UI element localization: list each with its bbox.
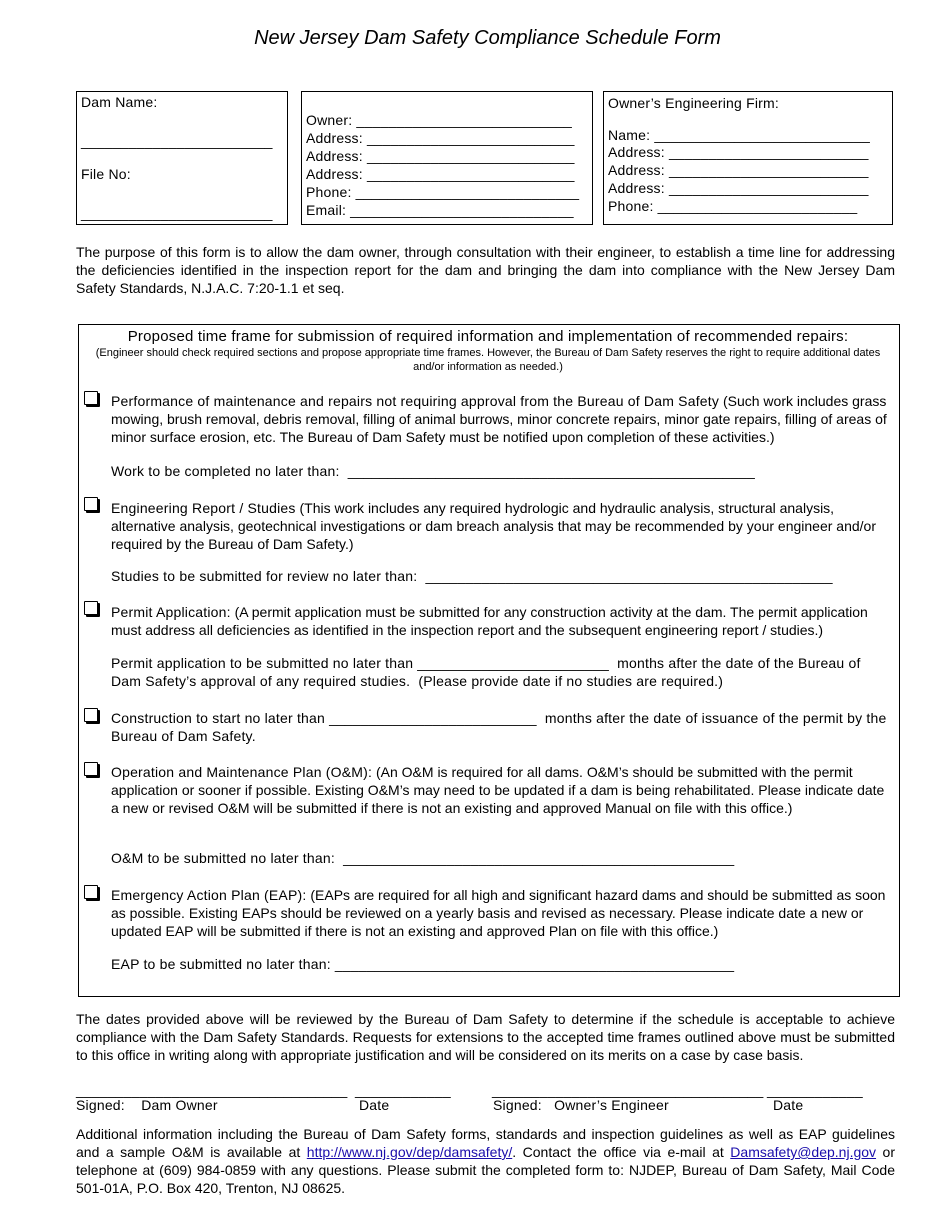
firm-address-field-1[interactable]: Address: _________________________	[608, 144, 869, 160]
engineering-report-heading: Engineering Report / Studies	[111, 500, 296, 516]
firm-address-field-3[interactable]: Address: _________________________	[608, 180, 869, 196]
permit-application-checkbox[interactable]	[84, 601, 98, 615]
footer-paragraph	[76, 1125, 895, 1197]
owner-address-field-1[interactable]: Address: __________________________	[306, 130, 575, 146]
owner-field[interactable]: Owner: ___________________________	[306, 112, 573, 128]
engineer-date-label: Date	[773, 1097, 804, 1113]
permit-due-field[interactable]: Permit application to be submitted no later than ________________________ months after the date of the Bureau of Dam Safety’s approval of any required studies. (Please provide date if no studies are required.)	[111, 655, 865, 689]
eap-text: (EAPs are required for all high and significant hazard dams and should be submitted as soon as possible. Existing EAPs should be reviewed on a yearly basis and revised as necessary. Please indicate date a new or updated EAP will be submitted if there is not an existing and approved Plan on file with this office.)	[111, 887, 886, 939]
owner-info-box	[301, 91, 593, 225]
maintenance-text: (Such work includes grass mowing, brush removal, debris removal, filling of animal burrows, minor concrete repairs, minor gate repairs, filling of areas of minor surface erosion, etc. The Bureau of Dam Safety must be notified upon completion of these activities.)	[111, 393, 887, 445]
dam-info-box	[76, 91, 288, 225]
owner-address-field-2[interactable]: Address: __________________________	[306, 148, 575, 164]
timeframe-subheading: (Engineer should check required sections and propose appropriate time frames. However, the Bureau of Dam Safety reserves the right to require additional dates and/or information as needed.)	[95, 347, 881, 373]
engineer-date-line[interactable]: ____________	[767, 1082, 863, 1098]
damsafety-website-link[interactable]: http://www.nj.gov/dep/damsafety/	[306, 1144, 513, 1160]
engineering-firm-box	[603, 91, 893, 225]
engineering-report-description	[111, 499, 894, 553]
engineer-signature-label: Signed: Owner’s Engineer	[493, 1097, 669, 1113]
permit-application-text: (A permit application must be submitted for any construction activity at the dam. The permit application must address all deficiencies as identified in the inspection report and the subsequent engineering report / studies.)	[111, 604, 868, 638]
maintenance-checkbox[interactable]	[84, 391, 98, 405]
owner-date-label: Date	[359, 1097, 390, 1113]
dam-name-label: Dam Name:	[81, 94, 158, 110]
firm-name-field[interactable]: Name: ___________________________	[608, 127, 870, 143]
review-paragraph: The dates provided above will be reviewed by the Bureau of Dam Safety to determine if the schedule is acceptable to achieve compliance with the Dam Safety Standards. Requests for extensions to the accepted time frames outlined above must be submitted to this office in writing along with appropriate justification and will be considered on its merits on a case by case basis.	[76, 1011, 895, 1063]
om-plan-checkbox[interactable]	[84, 762, 98, 776]
om-plan-text: (An O&M is required for all dams. O&M’s should be submitted with the permit application or sooner if possible. Existing O&M’s may need to be updated if a dam is being rehabilitated. Please indicate date a new or revised O&M will be submitted if there is not an existing and approved Manual on file with this office.)	[111, 764, 885, 816]
eap-due-field[interactable]: EAP to be submitted no later than: __________________________________________________	[111, 956, 735, 972]
file-no-label: File No:	[81, 166, 131, 182]
permit-application-heading: Permit Application:	[111, 604, 231, 620]
maintenance-due-field[interactable]: Work to be completed no later than: ___________________________________________________	[111, 463, 756, 479]
maintenance-description	[111, 392, 894, 446]
eap-description	[111, 886, 894, 940]
owner-signature-label: Signed: Dam Owner	[76, 1097, 218, 1113]
page-title: New Jersey Dam Safety Compliance Schedule Form	[254, 27, 721, 49]
om-due-field[interactable]: O&M to be submitted no later than: _________________________________________________	[111, 850, 735, 866]
owner-phone-field[interactable]: Phone: ____________________________	[306, 184, 580, 200]
firm-address-field-2[interactable]: Address: _________________________	[608, 162, 869, 178]
firm-phone-field[interactable]: Phone: _________________________	[608, 198, 858, 214]
purpose-paragraph: The purpose of this form is to allow the dam owner, through consultation with their engineer, to establish a time line for addressing the deficiencies identified in the inspection report for the dam and bringing the dam into compliance with the New Jersey Dam Safety Standards, N.J.A.C. 7:20-1.1 et seq.	[76, 244, 895, 296]
dam-name-field[interactable]: ________________________	[81, 133, 273, 149]
footer-text-2: . Contact the office via e-mail at	[512, 1144, 731, 1160]
engineering-firm-label: Owner’s Engineering Firm:	[608, 95, 779, 111]
footer-text-1: Additional information including the Bureau of Dam Safety forms, standards and inspection guidelines as well as EAP guidelines and a sample O&M is available at	[76, 1126, 895, 1160]
engineering-report-checkbox[interactable]	[84, 497, 98, 511]
owner-signature-line[interactable]: __________________________________	[76, 1082, 348, 1098]
permit-application-description	[111, 603, 894, 639]
eap-heading: Emergency Action Plan (EAP):	[111, 887, 307, 903]
owner-address-field-3[interactable]: Address: __________________________	[306, 166, 575, 182]
construction-start-field[interactable]: Construction to start no later than __________________________ months after the date of issuance of the permit by the Bureau of Dam Safety.	[111, 710, 891, 744]
damsafety-email-link[interactable]: Damsafety@dep.nj.gov	[730, 1144, 877, 1160]
timeframe-heading: Proposed time frame for submission of required information and implementation of recommended repairs:	[127, 328, 849, 345]
engineer-signature-line[interactable]: __________________________________	[492, 1082, 764, 1098]
om-plan-description	[111, 763, 894, 817]
footer-text-3: or telephone at (609) 984-0859 with any questions. Please submit the completed form to: NJDEP, Bureau of Dam Safety, Mail Code 501-01A, P.O. Box 420, Trenton, NJ 08625.	[76, 1144, 895, 1196]
studies-due-field[interactable]: Studies to be submitted for review no later than: ___________________________________________________	[111, 568, 833, 584]
file-no-field[interactable]: ________________________	[81, 205, 273, 221]
engineering-report-text: (This work includes any required hydrologic and hydraulic analysis, structural analysis, alternative analysis, geotechnical investigations or dam breach analysis that may be recommended by your engineer and/or required by the Bureau of Dam Safety.)	[111, 500, 876, 552]
owner-email-field[interactable]: Email: ____________________________	[306, 202, 574, 218]
owner-date-line[interactable]: ____________	[355, 1082, 451, 1098]
om-plan-heading: Operation and Maintenance Plan (O&M):	[111, 764, 373, 780]
construction-checkbox[interactable]	[84, 708, 98, 722]
eap-checkbox[interactable]	[84, 885, 98, 899]
maintenance-heading: Performance of maintenance and repairs not requiring approval from the Bureau of Dam Safety	[111, 393, 720, 409]
